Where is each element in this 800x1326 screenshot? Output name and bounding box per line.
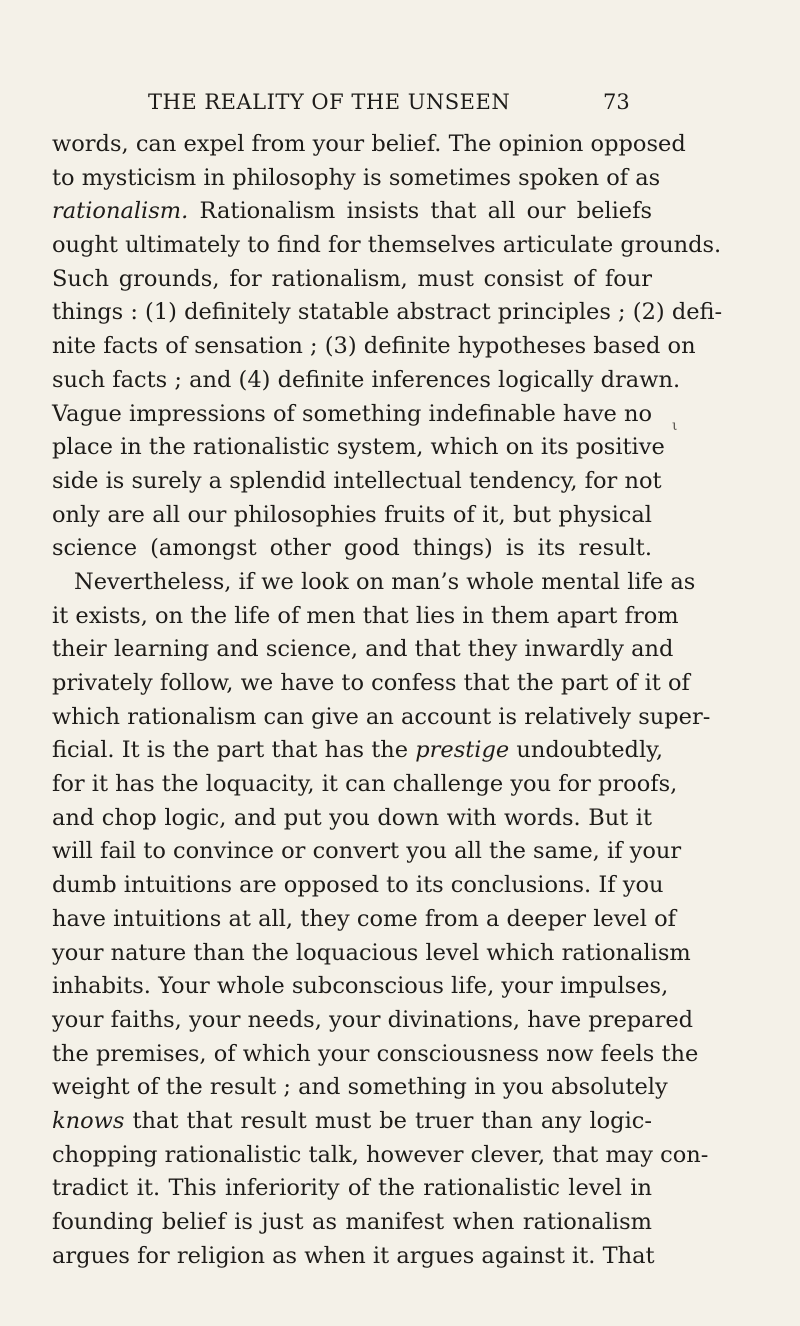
text-line: weight of the result ; and something in you absolutely bbox=[52, 1074, 668, 1101]
text-line: dumb intuitions are opposed to its conclusions. If you bbox=[52, 872, 664, 899]
margin-mark: ι bbox=[672, 418, 678, 434]
text-segment: ficial. It is the part that has the bbox=[52, 737, 416, 764]
text-line: to mysticism in philosophy is sometimes spoken of as bbox=[52, 164, 661, 191]
italic-word: knows bbox=[52, 1107, 125, 1134]
text-line: privately follow, we have to confess that the part of it of bbox=[52, 670, 690, 696]
italic-word: rationalism. bbox=[52, 198, 189, 225]
text-line: place in the rationalistic system, which on its positive bbox=[52, 434, 665, 461]
text-line: Vague impressions of something indefinable have no bbox=[52, 400, 653, 427]
running-header bbox=[0, 90, 800, 120]
text-line: only are all our philosophies fruits of it, but physical bbox=[52, 501, 652, 528]
text-line: which rationalism can give an account is relatively super- bbox=[52, 703, 711, 730]
text-segment: undoubtedly, bbox=[509, 737, 664, 764]
text-line: have intuitions at all, they come from a deeper level of bbox=[52, 905, 676, 932]
text-line: words, can expel from your belief. The opinion opposed bbox=[52, 131, 686, 157]
text-line: and chop logic, and put you down with words. But it bbox=[52, 804, 652, 831]
text-line: side is surely a splendid intellectual tendency, for not bbox=[52, 467, 662, 494]
text-line: for it has the loquacity, it can challenge you for proofs, bbox=[52, 771, 678, 798]
text-line: ought ultimately to find for themselves articulate grounds. bbox=[52, 232, 722, 259]
text-line: their learning and science, and that they inwardly and bbox=[52, 636, 674, 663]
text-line: things : (1) definitely statable abstract principles ; (2) defi- bbox=[52, 299, 723, 326]
text-line: tradict it. This inferiority of the rationalistic level in bbox=[52, 1175, 652, 1202]
text-line: Such grounds, for rationalism, must consist of four bbox=[52, 265, 652, 292]
text-line: it exists, on the life of men that lies in them apart from bbox=[52, 602, 679, 629]
text-line: science (amongst other good things) is its result. bbox=[52, 535, 652, 562]
text-line bbox=[52, 1105, 652, 1139]
text-line: inhabits. Your whole subconscious life, your impulses, bbox=[52, 973, 669, 1000]
body-text bbox=[52, 128, 723, 1273]
running-title: THE REALITY OF THE UNSEEN bbox=[148, 90, 511, 114]
text-segment: Rationalism insists that all our beliefs bbox=[188, 198, 652, 225]
text-line: the premises, of which your consciousness now feels the bbox=[52, 1040, 699, 1067]
text-line: Nevertheless, if we look on man’s whole mental life as bbox=[74, 568, 696, 595]
text-line: will fail to convince or convert you all the same, if your bbox=[52, 838, 682, 865]
text-line bbox=[52, 734, 664, 768]
text-line bbox=[52, 195, 652, 229]
text-segment: that that result must be truer than any logic- bbox=[124, 1107, 652, 1134]
text-line: chopping rationalistic talk, however clever, that may con- bbox=[52, 1141, 709, 1168]
text-line: nite facts of sensation ; (3) definite hypotheses based on bbox=[52, 333, 696, 360]
text-line: such facts ; and (4) definite inferences logically drawn. bbox=[52, 366, 681, 393]
text-line: founding belief is just as manifest when rationalism bbox=[52, 1209, 652, 1235]
text-line: your faiths, your needs, your divinations, have prepared bbox=[52, 1006, 694, 1033]
text-line: your nature than the loquacious level which rationalism bbox=[52, 939, 691, 966]
italic-word: prestige bbox=[415, 737, 510, 764]
page-number: 73 bbox=[603, 90, 630, 114]
text-line: argues for religion as when it argues against it. That bbox=[52, 1242, 655, 1269]
